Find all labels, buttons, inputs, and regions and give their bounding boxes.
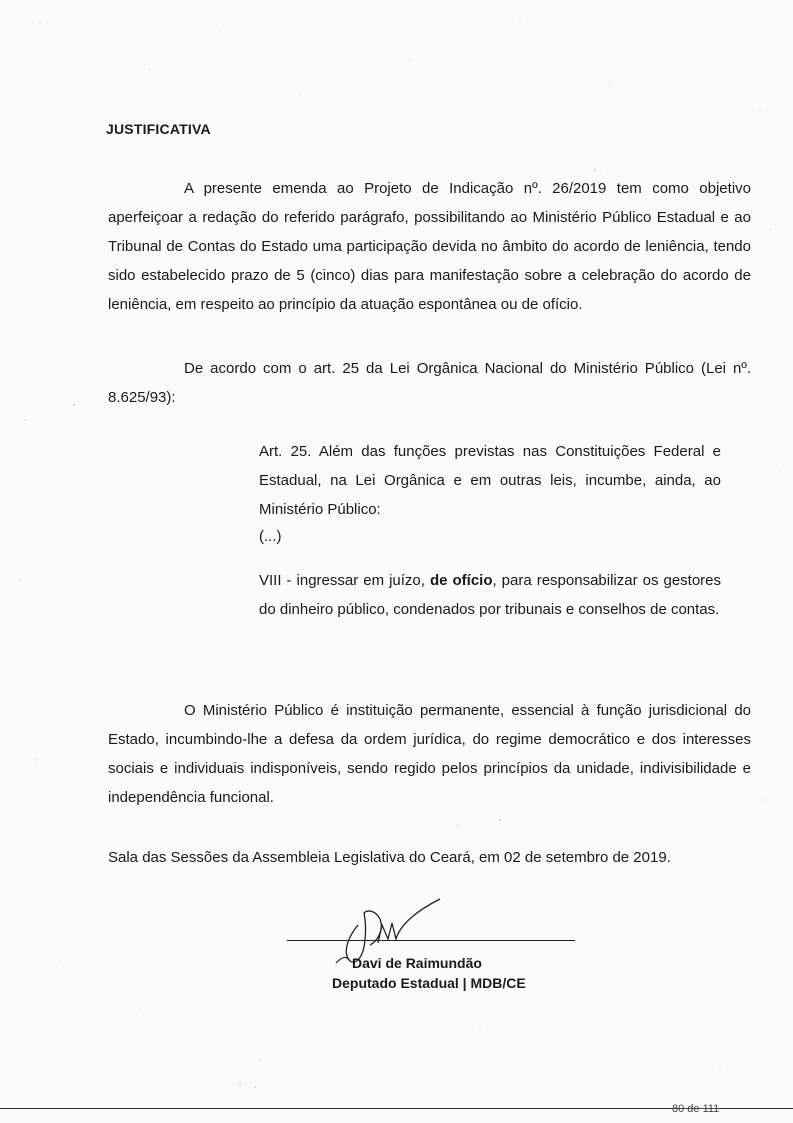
quote-item-suffix: , para responsabilizar os gestores do dinheiro público, condenados por tribunais e conselhos de contas. [259, 572, 722, 618]
closing-line: Sala das Sessões da Assembleia Legislativa do Ceará, em 02 de setembro de 2019. [108, 849, 671, 866]
paragraph-law-reference: De acordo com o art. 25 da Lei Orgânica Nacional do Ministério Público (Lei nº. 8.625/93): [108, 360, 751, 406]
signature-line [287, 940, 575, 941]
signer-role: Deputado Estadual | MDB/CE [332, 975, 526, 991]
quote-item-bold: de ofício [429, 572, 493, 589]
section-heading: JUSTIFICATIVA [106, 121, 211, 137]
quote-article-text: Art. 25. Além das funções previstas nas Constituições Federal e Estadual, na Lei Orgânica e em outras leis, incumbe, ainda, ao Ministério Público: [259, 443, 721, 518]
paragraph-intro: A presente emenda ao Projeto de Indicação nº. 26/2019 tem como objetivo aperfeiçoar a redação do referido parágrafo, possibilitando ao Ministério Público Estadual e ao Tribunal de Contas do Estado uma participação devida no âmbito do acordo de leniência, tendo sido estabelecido prazo de 5 (cinco) dias para manifestação sobre a celebração do acordo de leniência, em respeito ao princípio da atuação espontânea ou de ofício. [108, 180, 751, 313]
quote-ellipsis: (...) [259, 528, 282, 545]
signer-name: Davi de Raimundão [352, 955, 482, 971]
page-number: 80 de 111 [672, 1103, 720, 1115]
quote-item-prefix: VIII - ingressar em juízo, [259, 572, 430, 589]
paragraph-ministerio-publico: O Ministério Público é instituição permanente, essencial à função jurisdicional do Estado, incumbindo-lhe a defesa da ordem jurídica, do regime democrático e dos interesses sociais e individuais indisponíveis, sendo regido pelos princípios da unidade, indivisibilidade e independência funcional. [108, 702, 751, 806]
